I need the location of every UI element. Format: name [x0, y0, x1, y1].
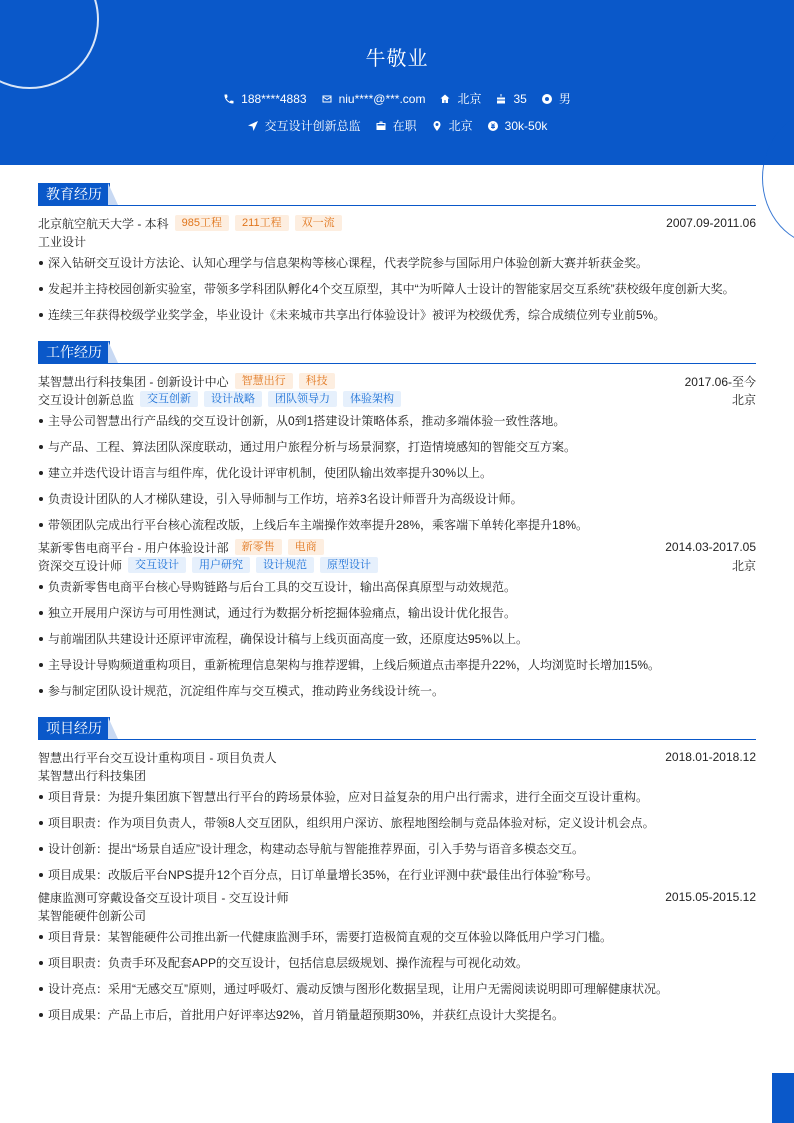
list-item: 建立并迭代设计语言与组件库，优化设计评审机制，使团队输出效率提升30%以上。 — [38, 460, 756, 486]
job-role-row — [38, 390, 756, 408]
list-item: 参与制定团队设计规范，沉淀组件库与交互模式，推动跨业务线设计统一。 — [38, 678, 756, 704]
job-location: 北京 — [731, 558, 756, 573]
skill-tag: 团队领导力 — [268, 391, 337, 407]
project-entry-header — [38, 748, 756, 766]
status-text: 在职 — [392, 119, 417, 133]
school-tag: 双一流 — [295, 215, 342, 231]
money-icon — [487, 120, 499, 132]
company-tag: 科技 — [299, 373, 335, 389]
project-entry-header — [38, 888, 756, 906]
resume-header — [0, 0, 794, 165]
gender-text: 男 — [558, 92, 571, 106]
section-title-bar — [38, 717, 756, 740]
list-item: 主导设计导购频道重构项目，重新梳理信息架构与推荐逻辑，上线后频道点击率提升22%，人均浏览时长增加15%。 — [38, 652, 756, 678]
education-entry-header — [38, 214, 756, 232]
job-date: 2014.03-2017.05 — [665, 540, 756, 554]
company-name: 某新零售电商平台 - 用户体验设计部 — [38, 540, 229, 555]
age-text: 35 — [513, 91, 527, 106]
section-title-tail — [108, 341, 118, 363]
send-icon — [247, 120, 259, 132]
education-section — [38, 183, 756, 328]
location-pin-icon — [431, 120, 443, 132]
target-city-info — [431, 117, 473, 134]
skill-tag: 设计战略 — [204, 391, 262, 407]
job-entry-header — [38, 372, 756, 390]
project-name: 健康监测可穿戴设备交互设计项目 - 交互设计师 — [38, 890, 289, 905]
city-info — [439, 90, 481, 107]
list-item: 设计创新：提出“场景自适应”设计理念，构建动态导航与智能推荐界面，引入手势与语音多模态交互。 — [38, 836, 756, 862]
job-intent-row — [0, 117, 794, 134]
company-tag: 新零售 — [235, 539, 282, 555]
section-title: 教育经历 — [38, 183, 110, 205]
company-tag: 电商 — [288, 539, 324, 555]
section-title: 工作经历 — [38, 341, 110, 363]
job-location: 北京 — [731, 392, 756, 407]
corner-decoration — [772, 1073, 794, 1123]
skill-tag: 体验架构 — [343, 391, 401, 407]
education-date: 2007.09-2011.06 — [666, 216, 756, 230]
list-item: 负责设计团队的人才梯队建设，引入导师制与工作坊，培养3名设计师晋升为高级设计师。 — [38, 486, 756, 512]
list-item: 项目背景：某智能硬件公司推出新一代健康监测手环，需要打造极简直观的交互体验以降低用户学习门槛。 — [38, 924, 756, 950]
section-title-tail — [108, 717, 118, 739]
section-title: 项目经历 — [38, 717, 110, 739]
list-item: 发起并主持校园创新实验室，带领多学科团队孵化4个交互原型，其中“为听障人士设计的智能家居交互系统”获校级年度创新大奖。 — [38, 276, 756, 302]
education-bullets — [38, 250, 756, 328]
salary-info — [487, 117, 548, 134]
company-tag: 智慧出行 — [235, 373, 293, 389]
list-item: 设计亮点：采用“无感交互”原则，通过呼吸灯、震动反馈与图形化数据呈现，让用户无需阅读说明即可理解健康状况。 — [38, 976, 756, 1002]
section-title-tail — [108, 183, 118, 205]
skill-tag: 交互创新 — [140, 391, 198, 407]
home-icon — [439, 93, 451, 105]
project-bullets — [38, 924, 756, 1028]
section-title-bar — [38, 183, 756, 206]
target-city-text: 北京 — [448, 119, 473, 133]
list-item: 与前端团队共建设计还原评审流程，确保设计稿与上线页面高度一致，还原度达95%以上。 — [38, 626, 756, 652]
gender-info — [541, 90, 571, 107]
job-role: 资深交互设计师 — [38, 558, 123, 573]
company-name: 某智慧出行科技集团 - 创新设计中心 — [38, 374, 229, 389]
school-name: 北京航空航天大学 - 本科 — [38, 216, 169, 231]
job-role: 交互设计创新总监 — [38, 392, 135, 407]
position-info — [247, 117, 361, 134]
skill-tag: 设计规范 — [256, 557, 314, 573]
salary-text: 30k-50k — [504, 118, 548, 133]
major-row — [38, 232, 756, 250]
list-item: 主导公司智慧出行产品线的交互设计创新，从0到1搭建设计策略体系，推动多端体验一致性落地。 — [38, 408, 756, 434]
school-tag: 211工程 — [235, 215, 289, 231]
section-title-bar — [38, 341, 756, 364]
list-item: 深入钻研交互设计方法论、认知心理学与信息架构等核心课程，代表学院参与国际用户体验创新大赛并斩获金奖。 — [38, 250, 756, 276]
list-item: 项目成果：产品上市后，首批用户好评率达92%，首月销量超预期30%，并获红点设计大奖提名。 — [38, 1002, 756, 1028]
project-bullets — [38, 784, 756, 888]
project-org-row — [38, 906, 756, 924]
phone-text: 188****4883 — [241, 91, 307, 106]
job-date: 2017.06-至今 — [684, 374, 756, 389]
phone-icon — [223, 93, 235, 105]
status-info — [375, 117, 417, 134]
city-text: 北京 — [457, 92, 482, 106]
skill-tag: 用户研究 — [192, 557, 250, 573]
list-item: 项目成果：改版后平台NPS提升12个百分点，日订单量增长35%，在行业评测中获“最佳出行体验”称号。 — [38, 862, 756, 888]
list-item: 项目背景：为提升集团旗下智慧出行平台的跨场景体验，应对日益复杂的用户出行需求，进行全面交互设计重构。 — [38, 784, 756, 810]
position-text: 交互设计创新总监 — [264, 119, 361, 133]
school-tag: 985工程 — [175, 215, 229, 231]
gender-icon — [541, 93, 553, 105]
project-org: 某智能硬件创新公司 — [38, 908, 147, 923]
briefcase-icon — [375, 120, 387, 132]
list-item: 项目职责：负责手环及配套APP的交互设计，包括信息层级规划、操作流程与可视化动效。 — [38, 950, 756, 976]
project-name: 智慧出行平台交互设计重构项目 - 项目负责人 — [38, 750, 277, 765]
skill-tag: 交互设计 — [128, 557, 186, 573]
project-date: 2018.01-2018.12 — [665, 750, 756, 764]
list-item: 与产品、工程、算法团队深度联动，通过用户旅程分析与场景洞察，打造情境感知的智能交互方案。 — [38, 434, 756, 460]
email-info — [321, 90, 426, 107]
project-date: 2015.05-2015.12 — [665, 890, 756, 904]
list-item: 项目职责：作为项目负责人，带领8人交互团队，组织用户深访、旅程地图绘制与竞品体验对标，定义设计机会点。 — [38, 810, 756, 836]
project-org-row — [38, 766, 756, 784]
job-bullets — [38, 574, 756, 704]
job-entry-header — [38, 538, 756, 556]
candidate-name: 牛敬业 — [365, 48, 429, 70]
work-section — [38, 341, 756, 704]
email-text: niu****@***.com — [338, 91, 426, 106]
skill-tag: 原型设计 — [320, 557, 378, 573]
project-org: 某智慧出行科技集团 — [38, 768, 147, 783]
cake-icon — [495, 93, 507, 105]
mail-icon — [321, 93, 333, 105]
list-item: 带领团队完成出行平台核心流程改版，上线后车主端操作效率提升28%，乘客端下单转化率提升18%。 — [38, 512, 756, 538]
major: 工业设计 — [38, 234, 87, 249]
age-info — [495, 90, 526, 107]
list-item: 负责新零售电商平台核心导购链路与后台工具的交互设计，输出高保真原型与动效规范。 — [38, 574, 756, 600]
list-item: 独立开展用户深访与可用性测试，通过行为数据分析挖掘体验痛点，输出设计优化报告。 — [38, 600, 756, 626]
list-item: 连续三年获得校级学业奖学金，毕业设计《未来城市共享出行体验设计》被评为校级优秀，综合成绩位列专业前5%。 — [38, 302, 756, 328]
job-bullets — [38, 408, 756, 538]
projects-section — [38, 717, 756, 1028]
phone-info — [223, 90, 306, 107]
job-role-row — [38, 556, 756, 574]
contact-info-row — [0, 90, 794, 107]
